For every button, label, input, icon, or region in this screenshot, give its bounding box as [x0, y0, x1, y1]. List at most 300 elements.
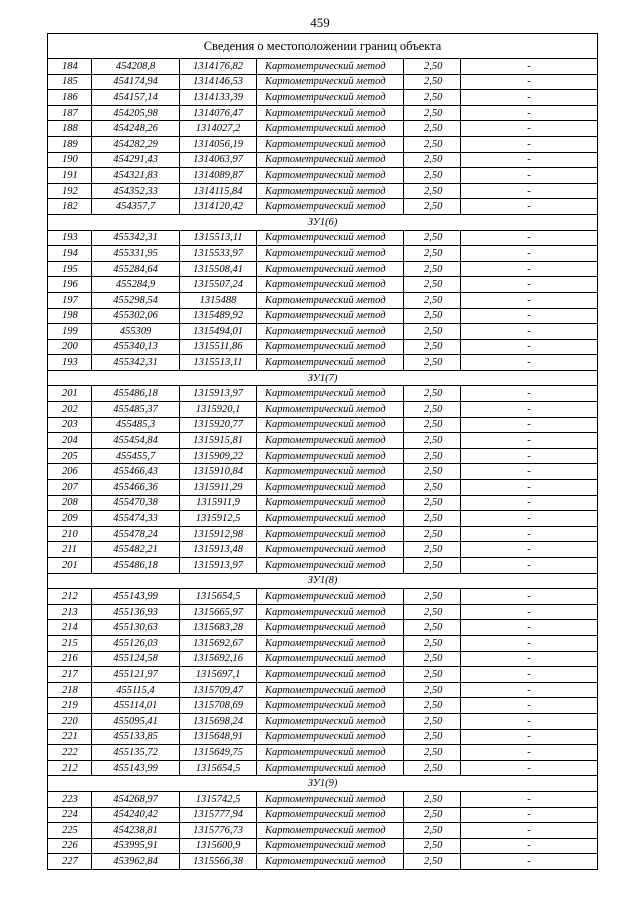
- table-title: Сведения о местоположении границ объекта: [48, 34, 598, 59]
- coord-y: 1315513,11: [180, 355, 257, 371]
- note-cell: -: [461, 199, 598, 215]
- point-number: 219: [48, 698, 92, 714]
- accuracy-cell: 2,50: [404, 464, 461, 480]
- method-cell: Картометрический метод: [257, 183, 404, 199]
- coord-x: 455115,4: [92, 682, 180, 698]
- note-cell: -: [461, 386, 598, 402]
- coord-y: 1315698,24: [180, 713, 257, 729]
- method-cell: Картометрический метод: [257, 511, 404, 527]
- coord-y: 1315513,11: [180, 230, 257, 246]
- accuracy-cell: 2,50: [404, 604, 461, 620]
- coord-x: 455130,63: [92, 620, 180, 636]
- point-number: 212: [48, 760, 92, 776]
- note-cell: -: [461, 713, 598, 729]
- note-cell: -: [461, 74, 598, 90]
- method-cell: Картометрический метод: [257, 136, 404, 152]
- note-cell: -: [461, 230, 598, 246]
- coord-y: 1314176,82: [180, 59, 257, 75]
- accuracy-cell: 2,50: [404, 698, 461, 714]
- accuracy-cell: 2,50: [404, 495, 461, 511]
- note-cell: -: [461, 760, 598, 776]
- accuracy-cell: 2,50: [404, 667, 461, 683]
- accuracy-cell: 2,50: [404, 90, 461, 106]
- point-number: 227: [48, 854, 92, 870]
- coord-x: 454291,43: [92, 152, 180, 168]
- method-cell: Картометрический метод: [257, 261, 404, 277]
- coord-x: 455302,06: [92, 308, 180, 324]
- point-number: 202: [48, 402, 92, 418]
- table-row: [48, 495, 598, 511]
- method-cell: Картометрический метод: [257, 402, 404, 418]
- coord-x: 455342,31: [92, 230, 180, 246]
- coord-x: 455474,33: [92, 511, 180, 527]
- accuracy-cell: 2,50: [404, 183, 461, 199]
- method-cell: Картометрический метод: [257, 324, 404, 340]
- note-cell: -: [461, 105, 598, 121]
- note-cell: -: [461, 823, 598, 839]
- point-number: 199: [48, 324, 92, 340]
- method-cell: Картометрический метод: [257, 199, 404, 215]
- note-cell: -: [461, 136, 598, 152]
- accuracy-cell: 2,50: [404, 199, 461, 215]
- accuracy-cell: 2,50: [404, 620, 461, 636]
- accuracy-cell: 2,50: [404, 542, 461, 558]
- note-cell: -: [461, 854, 598, 870]
- section-row: [48, 776, 598, 792]
- coord-y: 1315912,5: [180, 511, 257, 527]
- accuracy-cell: 2,50: [404, 74, 461, 90]
- point-number: 204: [48, 433, 92, 449]
- table-row: [48, 542, 598, 558]
- table-row: [48, 526, 598, 542]
- coord-y: 1314063,97: [180, 152, 257, 168]
- note-cell: -: [461, 246, 598, 262]
- table-row: [48, 823, 598, 839]
- method-cell: Картометрический метод: [257, 277, 404, 293]
- accuracy-cell: 2,50: [404, 433, 461, 449]
- accuracy-cell: 2,50: [404, 526, 461, 542]
- method-cell: Картометрический метод: [257, 308, 404, 324]
- accuracy-cell: 2,50: [404, 480, 461, 496]
- accuracy-cell: 2,50: [404, 386, 461, 402]
- method-cell: Картометрический метод: [257, 90, 404, 106]
- point-number: 198: [48, 308, 92, 324]
- accuracy-cell: 2,50: [404, 339, 461, 355]
- accuracy-cell: 2,50: [404, 121, 461, 137]
- method-cell: Картометрический метод: [257, 386, 404, 402]
- note-cell: -: [461, 402, 598, 418]
- section-label: ЗУ1(7): [48, 370, 598, 386]
- accuracy-cell: 2,50: [404, 292, 461, 308]
- method-cell: Картометрический метод: [257, 105, 404, 121]
- note-cell: -: [461, 635, 598, 651]
- table-row: [48, 339, 598, 355]
- coord-x: 455466,43: [92, 464, 180, 480]
- method-cell: Картометрический метод: [257, 604, 404, 620]
- method-cell: Картометрический метод: [257, 152, 404, 168]
- table-row: [48, 713, 598, 729]
- point-number: 216: [48, 651, 92, 667]
- coord-y: 1315910,84: [180, 464, 257, 480]
- coord-x: 454205,98: [92, 105, 180, 121]
- table-row: [48, 604, 598, 620]
- point-number: 208: [48, 495, 92, 511]
- accuracy-cell: 2,50: [404, 136, 461, 152]
- method-cell: Картометрический метод: [257, 339, 404, 355]
- note-cell: -: [461, 324, 598, 340]
- point-number: 196: [48, 277, 92, 293]
- coord-x: 454208,8: [92, 59, 180, 75]
- point-number: 185: [48, 74, 92, 90]
- point-number: 184: [48, 59, 92, 75]
- coord-y: 1315665,97: [180, 604, 257, 620]
- table-row: [48, 152, 598, 168]
- note-cell: -: [461, 558, 598, 574]
- coord-x: 455340,13: [92, 339, 180, 355]
- point-number: 213: [48, 604, 92, 620]
- accuracy-cell: 2,50: [404, 261, 461, 277]
- method-cell: Картометрический метод: [257, 417, 404, 433]
- point-number: 193: [48, 230, 92, 246]
- coord-y: 1315777,94: [180, 807, 257, 823]
- accuracy-cell: 2,50: [404, 230, 461, 246]
- coord-x: 454248,26: [92, 121, 180, 137]
- note-cell: -: [461, 59, 598, 75]
- method-cell: Картометрический метод: [257, 698, 404, 714]
- coord-x: 455121,97: [92, 667, 180, 683]
- method-cell: Картометрический метод: [257, 682, 404, 698]
- method-cell: Картометрический метод: [257, 558, 404, 574]
- note-cell: -: [461, 526, 598, 542]
- coord-x: 453962,84: [92, 854, 180, 870]
- method-cell: Картометрический метод: [257, 651, 404, 667]
- note-cell: -: [461, 339, 598, 355]
- point-number: 214: [48, 620, 92, 636]
- point-number: 210: [48, 526, 92, 542]
- coord-x: 455298,54: [92, 292, 180, 308]
- table-row: [48, 464, 598, 480]
- coord-x: 455342,31: [92, 355, 180, 371]
- coord-y: 1315533,97: [180, 246, 257, 262]
- section-label: ЗУ1(8): [48, 573, 598, 589]
- point-number: 201: [48, 558, 92, 574]
- note-cell: -: [461, 292, 598, 308]
- coord-y: 1315697,1: [180, 667, 257, 683]
- boundary-table: [47, 33, 598, 870]
- accuracy-cell: 2,50: [404, 682, 461, 698]
- table-row: [48, 355, 598, 371]
- accuracy-cell: 2,50: [404, 635, 461, 651]
- point-number: 205: [48, 448, 92, 464]
- note-cell: -: [461, 90, 598, 106]
- point-number: 226: [48, 838, 92, 854]
- coord-x: 455114,01: [92, 698, 180, 714]
- method-cell: Картометрический метод: [257, 854, 404, 870]
- coord-x: 455454,84: [92, 433, 180, 449]
- table-row: [48, 433, 598, 449]
- coord-x: 455485,3: [92, 417, 180, 433]
- table-row: [48, 838, 598, 854]
- accuracy-cell: 2,50: [404, 168, 461, 184]
- coord-x: 455284,64: [92, 261, 180, 277]
- table-row: [48, 448, 598, 464]
- point-number: 209: [48, 511, 92, 527]
- point-number: 203: [48, 417, 92, 433]
- coord-x: 455486,18: [92, 386, 180, 402]
- method-cell: Картометрический метод: [257, 807, 404, 823]
- accuracy-cell: 2,50: [404, 246, 461, 262]
- coord-y: 1315913,97: [180, 558, 257, 574]
- coord-y: 1315511,86: [180, 339, 257, 355]
- method-cell: Картометрический метод: [257, 745, 404, 761]
- coord-y: 1315909,22: [180, 448, 257, 464]
- note-cell: -: [461, 277, 598, 293]
- table-row: [48, 620, 598, 636]
- coord-x: 455143,99: [92, 760, 180, 776]
- method-cell: Картометрический метод: [257, 74, 404, 90]
- table-header-row: [48, 34, 598, 59]
- coord-y: 1315649,75: [180, 745, 257, 761]
- table-row: [48, 261, 598, 277]
- coord-y: 1315683,28: [180, 620, 257, 636]
- table-row: [48, 324, 598, 340]
- coord-x: 454238,81: [92, 823, 180, 839]
- section-label: ЗУ1(9): [48, 776, 598, 792]
- point-number: 211: [48, 542, 92, 558]
- table-row: [48, 511, 598, 527]
- accuracy-cell: 2,50: [404, 152, 461, 168]
- note-cell: -: [461, 745, 598, 761]
- method-cell: Картометрический метод: [257, 713, 404, 729]
- note-cell: -: [461, 308, 598, 324]
- coord-x: 455126,03: [92, 635, 180, 651]
- method-cell: Картометрический метод: [257, 480, 404, 496]
- note-cell: -: [461, 791, 598, 807]
- coord-y: 1315913,97: [180, 386, 257, 402]
- method-cell: Картометрический метод: [257, 230, 404, 246]
- accuracy-cell: 2,50: [404, 355, 461, 371]
- method-cell: Картометрический метод: [257, 791, 404, 807]
- coord-y: 1314133,39: [180, 90, 257, 106]
- coord-x: 455284,9: [92, 277, 180, 293]
- accuracy-cell: 2,50: [404, 838, 461, 854]
- point-number: 221: [48, 729, 92, 745]
- method-cell: Картометрический метод: [257, 121, 404, 137]
- note-cell: -: [461, 651, 598, 667]
- table-row: [48, 558, 598, 574]
- coord-y: 1314027,2: [180, 121, 257, 137]
- accuracy-cell: 2,50: [404, 59, 461, 75]
- coord-y: 1315566,38: [180, 854, 257, 870]
- accuracy-cell: 2,50: [404, 277, 461, 293]
- point-number: 193: [48, 355, 92, 371]
- coord-y: 1315489,92: [180, 308, 257, 324]
- coord-x: 455095,41: [92, 713, 180, 729]
- section-row: [48, 370, 598, 386]
- accuracy-cell: 2,50: [404, 308, 461, 324]
- table-row: [48, 230, 598, 246]
- note-cell: -: [461, 667, 598, 683]
- coord-x: 453995,91: [92, 838, 180, 854]
- table-row: [48, 121, 598, 137]
- table-row: [48, 277, 598, 293]
- point-number: 192: [48, 183, 92, 199]
- note-cell: -: [461, 464, 598, 480]
- point-number: 206: [48, 464, 92, 480]
- coord-x: 455143,99: [92, 589, 180, 605]
- method-cell: Картометрический метод: [257, 526, 404, 542]
- point-number: 195: [48, 261, 92, 277]
- coord-x: 454321,83: [92, 168, 180, 184]
- coord-y: 1314089,87: [180, 168, 257, 184]
- table-row: [48, 417, 598, 433]
- note-cell: -: [461, 729, 598, 745]
- table-row: [48, 807, 598, 823]
- table-row: [48, 199, 598, 215]
- coord-y: 1314146,53: [180, 74, 257, 90]
- accuracy-cell: 2,50: [404, 791, 461, 807]
- table-row: [48, 136, 598, 152]
- section-row: [48, 573, 598, 589]
- note-cell: -: [461, 838, 598, 854]
- note-cell: -: [461, 620, 598, 636]
- table-row: [48, 386, 598, 402]
- section-label: ЗУ1(6): [48, 214, 598, 230]
- coord-x: 455309: [92, 324, 180, 340]
- point-number: 188: [48, 121, 92, 137]
- coord-x: 455331,95: [92, 246, 180, 262]
- point-number: 223: [48, 791, 92, 807]
- method-cell: Картометрический метод: [257, 729, 404, 745]
- coord-y: 1315488: [180, 292, 257, 308]
- method-cell: Картометрический метод: [257, 168, 404, 184]
- note-cell: -: [461, 168, 598, 184]
- table-row: [48, 105, 598, 121]
- coord-x: 455486,18: [92, 558, 180, 574]
- method-cell: Картометрический метод: [257, 589, 404, 605]
- coord-y: 1314056,19: [180, 136, 257, 152]
- point-number: 225: [48, 823, 92, 839]
- table-row: [48, 698, 598, 714]
- note-cell: -: [461, 121, 598, 137]
- coord-y: 1315692,67: [180, 635, 257, 651]
- page-number: 459: [310, 15, 330, 30]
- coord-y: 1314115,84: [180, 183, 257, 199]
- accuracy-cell: 2,50: [404, 651, 461, 667]
- note-cell: -: [461, 682, 598, 698]
- point-number: 220: [48, 713, 92, 729]
- note-cell: -: [461, 511, 598, 527]
- table-row: [48, 729, 598, 745]
- coord-y: 1315507,24: [180, 277, 257, 293]
- method-cell: Картометрический метод: [257, 635, 404, 651]
- method-cell: Картометрический метод: [257, 495, 404, 511]
- coord-x: 454268,97: [92, 791, 180, 807]
- method-cell: Картометрический метод: [257, 667, 404, 683]
- table-row: [48, 183, 598, 199]
- point-number: 186: [48, 90, 92, 106]
- accuracy-cell: 2,50: [404, 729, 461, 745]
- coord-x: 455133,85: [92, 729, 180, 745]
- coord-x: 455470,38: [92, 495, 180, 511]
- coord-y: 1315600,9: [180, 838, 257, 854]
- coord-x: 455478,24: [92, 526, 180, 542]
- coord-y: 1315709,47: [180, 682, 257, 698]
- point-number: 207: [48, 480, 92, 496]
- coord-x: 454352,33: [92, 183, 180, 199]
- coord-x: 455455,7: [92, 448, 180, 464]
- accuracy-cell: 2,50: [404, 448, 461, 464]
- method-cell: Картометрический метод: [257, 59, 404, 75]
- coord-y: 1315742,5: [180, 791, 257, 807]
- accuracy-cell: 2,50: [404, 105, 461, 121]
- coord-y: 1315508,41: [180, 261, 257, 277]
- coord-x: 455124,58: [92, 651, 180, 667]
- coord-y: 1314120,42: [180, 199, 257, 215]
- method-cell: Картометрический метод: [257, 448, 404, 464]
- accuracy-cell: 2,50: [404, 745, 461, 761]
- point-number: 190: [48, 152, 92, 168]
- accuracy-cell: 2,50: [404, 558, 461, 574]
- point-number: 217: [48, 667, 92, 683]
- note-cell: -: [461, 589, 598, 605]
- coord-y: 1315915,81: [180, 433, 257, 449]
- coord-y: 1315911,29: [180, 480, 257, 496]
- note-cell: -: [461, 261, 598, 277]
- point-number: 189: [48, 136, 92, 152]
- coord-y: 1315776,73: [180, 823, 257, 839]
- coord-y: 1315911,9: [180, 495, 257, 511]
- coord-y: 1315912,98: [180, 526, 257, 542]
- coord-x: 455485,37: [92, 402, 180, 418]
- coord-y: 1315494,01: [180, 324, 257, 340]
- table-body: [48, 34, 598, 870]
- coord-x: 454282,29: [92, 136, 180, 152]
- point-number: 182: [48, 199, 92, 215]
- coord-x: 454157,14: [92, 90, 180, 106]
- accuracy-cell: 2,50: [404, 713, 461, 729]
- coord-x: 455482,21: [92, 542, 180, 558]
- coord-x: 454240,42: [92, 807, 180, 823]
- method-cell: Картометрический метод: [257, 542, 404, 558]
- table-row: [48, 90, 598, 106]
- note-cell: -: [461, 433, 598, 449]
- coord-y: 1315913,48: [180, 542, 257, 558]
- method-cell: Картометрический метод: [257, 246, 404, 262]
- table-row: [48, 745, 598, 761]
- note-cell: -: [461, 698, 598, 714]
- table-row: [48, 791, 598, 807]
- coord-y: 1314076,47: [180, 105, 257, 121]
- coord-y: 1315708,69: [180, 698, 257, 714]
- coord-y: 1315920,1: [180, 402, 257, 418]
- table-row: [48, 635, 598, 651]
- point-number: 200: [48, 339, 92, 355]
- table-row: [48, 480, 598, 496]
- point-number: 201: [48, 386, 92, 402]
- point-number: 224: [48, 807, 92, 823]
- method-cell: Картометрический метод: [257, 464, 404, 480]
- note-cell: -: [461, 448, 598, 464]
- note-cell: -: [461, 355, 598, 371]
- accuracy-cell: 2,50: [404, 511, 461, 527]
- point-number: 197: [48, 292, 92, 308]
- table-row: [48, 667, 598, 683]
- table-row: [48, 760, 598, 776]
- coord-y: 1315654,5: [180, 760, 257, 776]
- coord-y: 1315654,5: [180, 589, 257, 605]
- coord-x: 455136,93: [92, 604, 180, 620]
